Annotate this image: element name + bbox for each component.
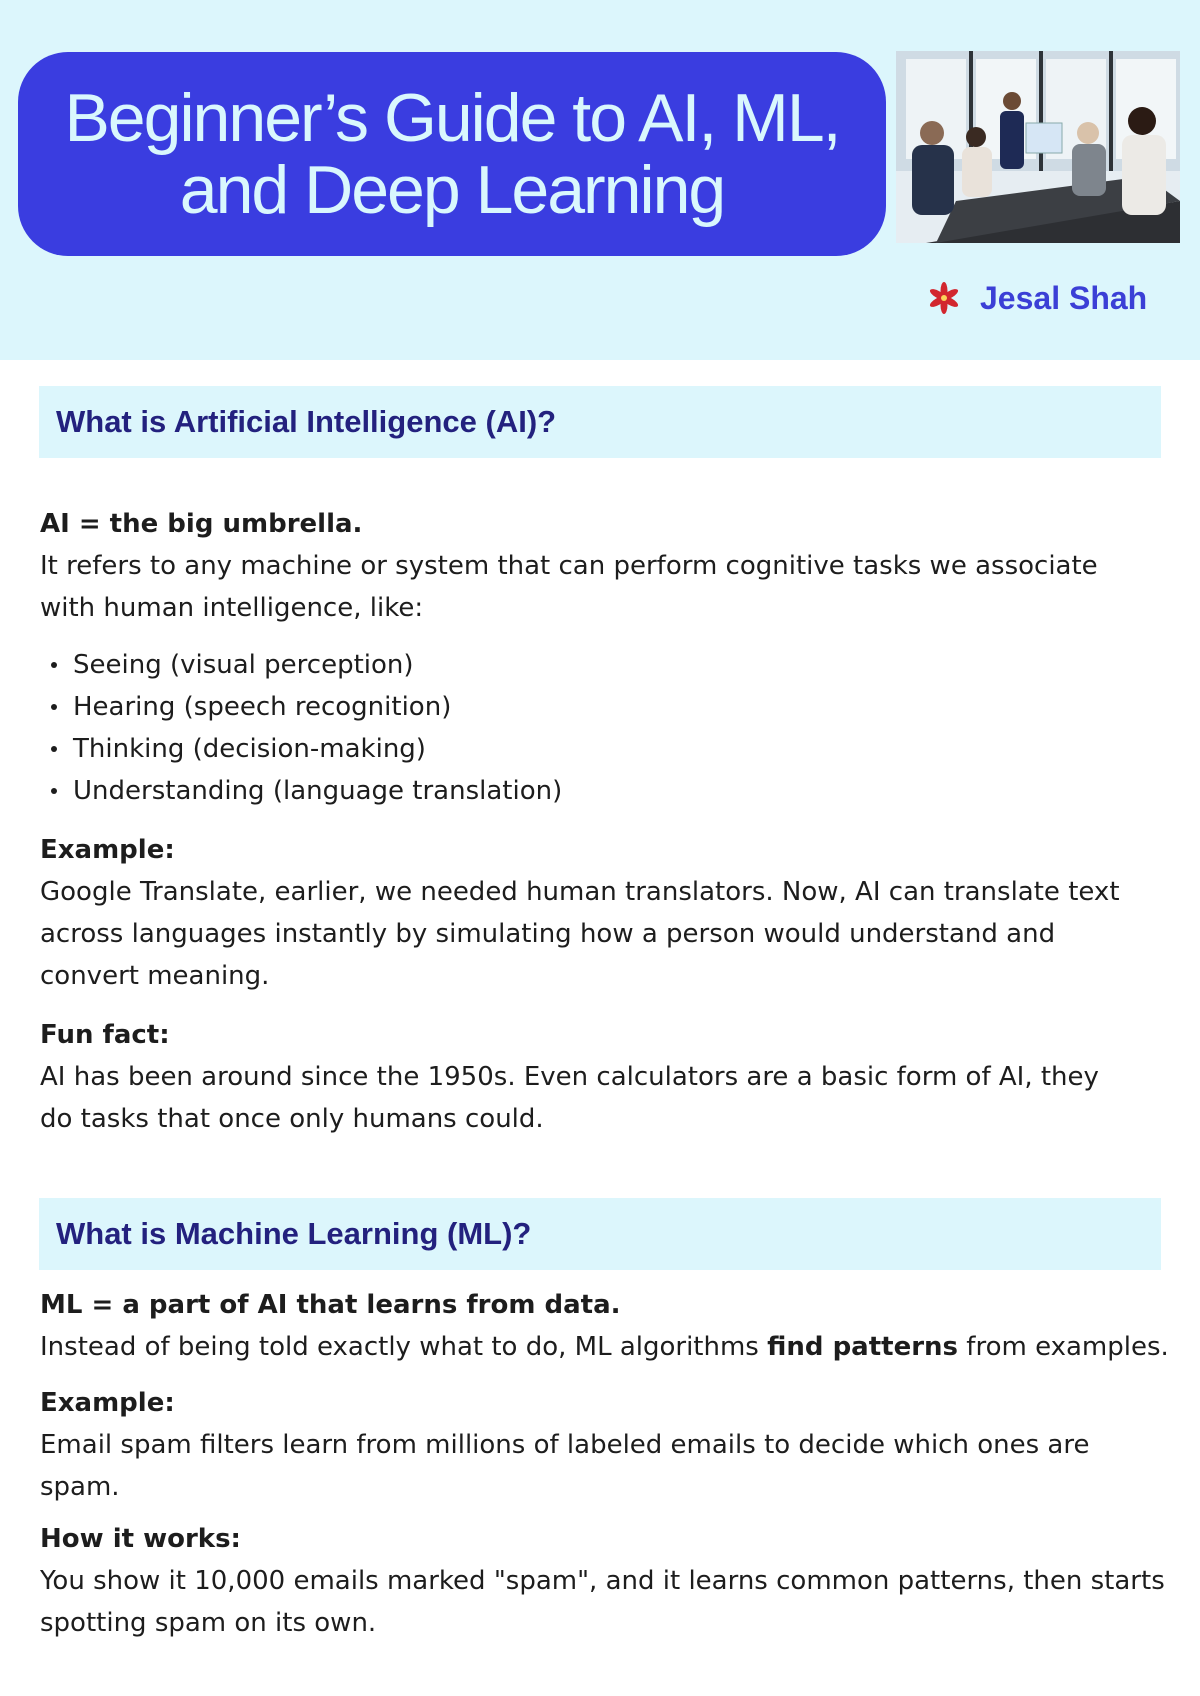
ai-bullet-list <box>40 644 1170 812</box>
page-title-line-2: and Deep Learning <box>179 152 725 228</box>
list-item: Thinking (decision-making) <box>40 728 1170 770</box>
red-flower-icon <box>928 282 960 314</box>
ml-how-text-2: spotting spam on its own. <box>40 1608 377 1638</box>
ml-lead-emphasis: find patterns <box>767 1332 959 1362</box>
ml-lead-block <box>40 1284 1170 1368</box>
section-heading-ai <box>39 386 1161 458</box>
section-heading-ml <box>39 1198 1161 1270</box>
ml-lead-bold: ML = a part of AI that learns from data. <box>40 1290 621 1320</box>
ai-example-block <box>40 829 1170 997</box>
ml-lead-pre: Instead of being told exactly what to do, ML algorithms <box>40 1332 768 1362</box>
ml-how-text-1: You show it 10,000 emails marked "spam", and it learns common patterns, then starts <box>40 1566 1165 1596</box>
meeting-photo-illustration <box>896 51 1180 243</box>
ml-example-label: Example: <box>40 1388 175 1418</box>
ai-lead-text-1: It refers to any machine or system that can perform cognitive tasks we associate <box>40 551 1098 581</box>
ai-lead-block <box>40 503 1170 629</box>
ai-funfact-label: Fun fact: <box>40 1020 170 1050</box>
list-item: Hearing (speech recognition) <box>40 686 1170 728</box>
ai-example-label: Example: <box>40 835 175 865</box>
ai-funfact-text-1: AI has been around since the 1950s. Even calculators are a basic form of AI, they <box>40 1062 1099 1092</box>
ai-example-text-2: across languages instantly by simulating how a person would understand and <box>40 919 1056 949</box>
ai-funfact-block <box>40 1014 1170 1140</box>
title-pill <box>18 52 886 256</box>
ml-example-block <box>40 1382 1170 1508</box>
ai-example-text-1: Google Translate, earlier, we needed human translators. Now, AI can translate text <box>40 877 1120 907</box>
ml-lead-text <box>40 1326 1170 1368</box>
section-title-ml: What is Machine Learning (ML)? <box>56 1216 532 1251</box>
list-item: Understanding (language translation) <box>40 770 1170 812</box>
ai-example-text-3: convert meaning. <box>40 961 270 991</box>
list-item: Seeing (visual perception) <box>40 644 1170 686</box>
ai-lead-text-2: with human intelligence, like: <box>40 593 424 623</box>
ai-funfact-text-2: do tasks that once only humans could. <box>40 1104 544 1134</box>
author-name: Jesal Shah <box>980 279 1148 316</box>
author-line <box>928 278 1147 318</box>
ml-how-block <box>40 1518 1170 1644</box>
header-banner <box>0 0 1200 360</box>
ml-how-label: How it works: <box>40 1524 241 1554</box>
meeting-photo <box>896 51 1180 243</box>
ml-lead-post: from examples. <box>958 1332 1169 1362</box>
ml-example-text-1: Email spam filters learn from millions of labeled emails to decide which ones are <box>40 1430 1090 1460</box>
page-title-line-1: Beginner’s Guide to AI, ML, <box>64 80 840 156</box>
ai-lead-bold: AI = the big umbrella. <box>40 509 363 539</box>
section-title-ai: What is Artificial Intelligence (AI)? <box>56 404 557 439</box>
ml-example-text-2: spam. <box>40 1472 120 1502</box>
